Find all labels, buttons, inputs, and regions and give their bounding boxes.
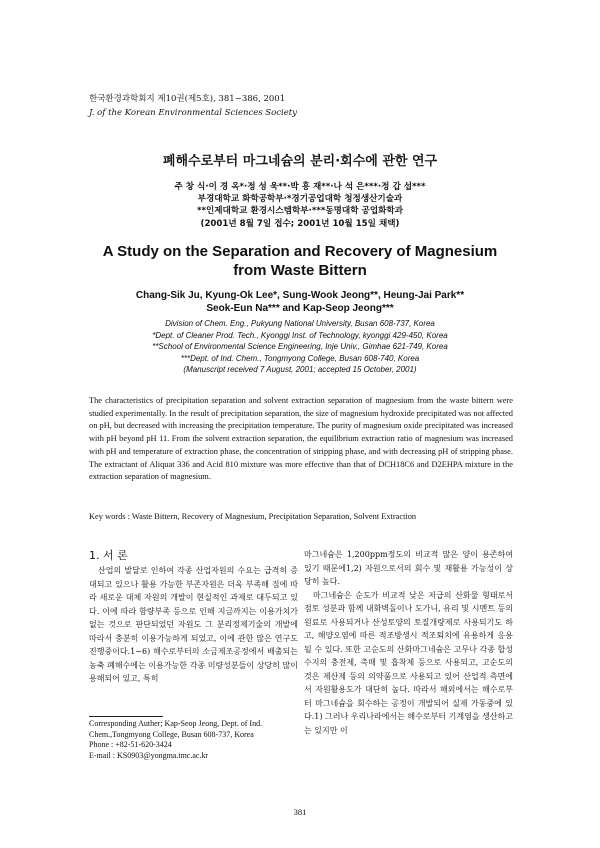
korean-author-block — [0, 181, 600, 230]
section-heading-introduction: 1. 서 론 — [89, 549, 128, 562]
english-title — [0, 242, 600, 280]
affiliations — [0, 318, 600, 376]
korean-affiliation-1: 부경대학교 화학공학부·*경기공업대학 청정생산기술과 — [197, 194, 403, 205]
korean-affiliation-2: **인제대학교 환경시스템학부·***동명대학 공업화학과 — [196, 206, 404, 217]
manuscript-dates: (Manuscript received 7 August, 2001; accepted 15 October, 2001) — [183, 365, 417, 375]
corresponding-author-footnote — [89, 719, 262, 761]
journal-reference — [89, 92, 297, 120]
korean-authors: 주 창 식·이 경 옥*·정 성 욱**·박 흥 재**·나 석 은***·정 갑 섭*** — [174, 182, 426, 192]
english-title-line-2: from Waste Bittern — [233, 262, 367, 279]
keywords: Key words : Waste Bittern, Recovery of Magnesium, Precipitation Separation, Solvent Extraction — [89, 512, 417, 521]
left-column — [89, 548, 298, 686]
right-column-paragraph-2: 마그네슘은 순도가 비교적 낮은 저급의 산화물 형태로서 점토 성분과 함께 내화벽돌이나 도가니, 유리 및 시멘트 등의 원료로 사용되거나 산성토양의 토질개량제로 사용되기도 하고, 해양오염에 따른 적조방생시 적조퇴치에 유용하게 응용될 수 있다. 또한 고순도의 산화마그네슘은 고무나 각종 합성수지의 충전제, 촉매 및 흡착제 등으로 사용되고, 고순도의 것은 제산제 등의 의약품으로 사용되고 있어 산업적 측면에서 자원활용도가 대단히 높다. 따라서 해외에서는 해수로부터 마그네슘을 회수하는 공정이 개발되어 실제 가동중에 있다.1) 그러나 우리나라에서는 해수로부터 기계염을 생산하고는 있지만 이 — [304, 590, 513, 735]
english-title-line-1: A Study on the Separation and Recovery of Magnesium — [102, 243, 498, 260]
affiliation-4: ***Dept. of Ind. Chem., Tongmyong College, Busan 608-740, Korea — [180, 353, 420, 363]
footnote-rule — [89, 716, 163, 717]
page-number: 381 — [293, 807, 307, 817]
korean-dates: (2001년 8월 7일 접수; 2001년 10월 15일 채택) — [200, 218, 400, 229]
affiliation-2: *Dept. of Cleaner Prod. Tech., Kyonggi Inst. of Technology, kyonggi 429-450, Korea — [152, 330, 448, 340]
english-authors-line-1: Chang-Sik Ju, Kyung-Ok Lee*, Sung-Wook Jeong**, Heung-Jai Park** — [135, 290, 465, 301]
footnote-line-2: Chem.,Tongmyong College, Busan 608-737, Korea — [89, 729, 254, 739]
korean-title: 폐해수로부터 마그네슘의 분리·회수에 관한 연구 — [162, 154, 438, 169]
footnote-line-1: Corresponding Auther; Kap-Seop Jeong, Dept. of Ind. — [89, 719, 263, 728]
journal-ref-english: J. of the Korean Environmental Sciences Society — [89, 108, 297, 118]
affiliation-1: Division of Chem. Eng., Pukyung National University, Busan 608-737, Korea — [165, 319, 435, 328]
right-column-paragraph-1: 마그네슘은 1,200ppm정도의 비교적 많은 양이 용존하여 있기 때문에1,2) 자원으로서의 회수 및 재활용 가능성이 상당히 높다. — [304, 550, 513, 586]
english-authors — [0, 289, 600, 315]
footnote-email: E-mail : KS0903@yongma.tmc.ac.kr — [89, 750, 209, 760]
affiliation-3: **School of Environmental Science Engineering, Inje Univ., Gimhae 621-749, Korea — [152, 342, 448, 352]
left-column-paragraph: 산업의 발달로 인하여 각종 산업자원의 수요는 급격히 증대되고 있으나 활용 가능한 부존자원은 더욱 부족해 짐에 따라 새로운 대체 자원의 개발이 현실적인 과제로 대두되고 있다. 이에 따라 함량부족 등으로 인해 지금까지는 이용가치가 없는 것으로 판단되었던 자원도 그 분리정제기술의 개발에 따라서 충분히 이용가능하게 되었고, 이에 관한 많은 연구도 진행중이다.1~6) 해수로부터의 소금제조공정에서 배출되는 농축 폐해수에는 이용가능한 각종 미량성분들이 상당히 많이 용해되어 있고, 특히 — [89, 566, 298, 683]
journal-ref-korean: 한국환경과학회지 제10권(제5호), 381~386, 2001 — [89, 94, 286, 104]
english-authors-line-2: Seok-Eun Na*** and Kap-Seop Jeong*** — [206, 303, 394, 314]
abstract: The characteristics of precipitation separation and solvent extraction separation of magnesium from the waste bittern were studied experimentally. In the result of precipitation separation, the size of magnesium hydroxide precipitated was not affected on pH, but decreased with increasing the precipitation temperature. The purity of magnesium oxide precipitated was increased with pH beyond pH 11. From the solvent extraction separation, the equilibrium extraction ratio of magnesium was increased with pH and temperature of extraction phase, the concentration of stripping phase, and with decreasing pH of stripping phase. The extractant of Aliquat 336 and Acid 810 mixture was more effective than that of DCH18C6 and D2EHPA mixture in the extraction separation of magnesium. — [89, 396, 513, 482]
footnote-phone: Phone : +82-51-620-3424 — [89, 740, 172, 749]
right-column — [304, 548, 513, 737]
